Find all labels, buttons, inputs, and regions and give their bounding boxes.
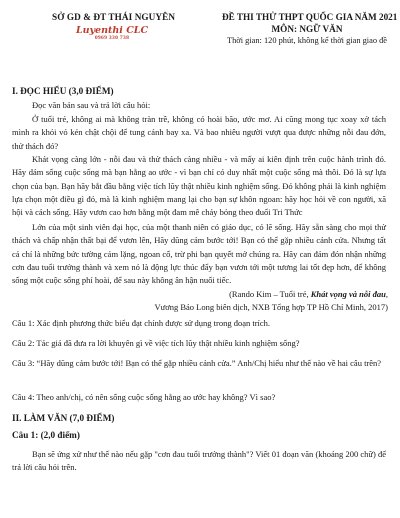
question-3: Câu 3: “Hãy dũng cảm bước tới! Bạn có thể gặp nhiều cảnh cửa.” Anh/Chị hiểu như thế nào về hai câu trên? — [12, 358, 382, 368]
essay-question-1-text: Bạn sẽ ứng xử như thế nào nếu gặp "cơn đau tuổi trưởng thành"? Viết 01 đoạn văn (khoảng 200 chữ) để trả lời câu hỏi trên. — [12, 449, 386, 473]
part2-heading: II. LÀM VĂN (7,0 ĐIỂM) — [12, 413, 115, 423]
site-logo: Luyenthi CLC — [75, 25, 149, 36]
part1-instruction: Đọc văn bản sau và trả lời câu hỏi: — [32, 100, 151, 110]
header-left — [52, 12, 176, 41]
essay-question-1-heading: Câu 1: (2,0 điểm) — [12, 430, 80, 440]
passage-paragraph-1: Ở tuổi trẻ, không ai mà không tràn trề, không có hoài bão, ước mơ. Ai cũng mong tục xoay xở tách mình ra khỏi vỏ kén chật chội để tung cánh bay xa. Và bao nhiêu người vượt qua được những nỗi đau đớn, thử thách đó? — [12, 114, 386, 151]
source-suffix: , — [385, 289, 388, 299]
question-2: Câu 2: Tác giả đã đưa ra lời khuyên gì về việc tích lũy thật nhiều kinh nghiệm sống? — [12, 338, 300, 348]
source-title: Khát vọng và nỗi đau — [310, 289, 386, 299]
header-right — [222, 12, 398, 45]
exam-subject: MÔN: NGỮ VĂN — [271, 24, 343, 34]
source-prefix: (Rando Kim – Tuổi trẻ, — [229, 289, 311, 299]
exam-title: ĐỀ THI THỬ THPT QUỐC GIA NĂM 2021 — [222, 12, 398, 22]
department-name: SỞ GD & ĐT THÁI NGUYÊN — [52, 12, 176, 22]
passage-source — [14, 288, 388, 315]
question-4: Câu 4: Theo anh/chị, có nên sống cuộc sống hằng ao ước hay không? Vì sao? — [12, 392, 276, 402]
passage-paragraph-2: Khát vọng càng lớn - nỗi đau và thử thách càng nhiều - và mấy ai kiên định trên cuộc hành trình đó. Hãy dám sống cuộc sống mà bạn hằng ao ước - vì bạn chỉ có duy nhất một cuộc sống mà thôi. Đó là sự lựa chọn của bạn. Bạn hãy bắt đầu bằng việc tích lũy thật nhiều kinh nghiệm sống. Đó không phải là kinh nghiệm lựa chọn một điều gì đó, mà là kinh nghiệm mang lại cho bạn sự khôn ngoan: hãy học hỏi về con người, xã hội và cách sống. Hãy vươn cao hơn bằng một đam mê cháy bỏng theo đuổi Tri Thức — [12, 154, 386, 218]
question-1: Câu 1: Xác định phương thức biểu đạt chính được sử dụng trong đoạn trích. — [12, 318, 271, 328]
exam-time: Thời gian: 120 phút, không kể thời gian giao đề — [226, 36, 388, 45]
logo-phone: 0969 330 738 — [94, 35, 130, 41]
passage-paragraph-3: Lớn của một sinh viên đại học, của một thanh niên có giáo dục, có lẽ sống. Hãy sẵn sàng cho mọi thử thách và chấp nhận thất bại để vươn lên, Hãy dũng cảm bước tới! Bạn có thể gặp nhiều cảnh cửa. Nhưng tất cả chỉ là những bức tường cảm lặng, ngoan cố, trừ phi bạn quyết mở chúng ra. Hãy can đảm đón nhận những cơn đau tuổi trưởng thành và xem nó là động lực thúc đẩy bạn vươn tới một tương lai tốt đẹp hơn, để không sống một cuộc sống phí hoài, để sau này không ân hận nuối tiếc. — [12, 222, 386, 286]
part1-heading: I. ĐỌC HIỂU (3,0 ĐIỂM) — [12, 86, 114, 96]
source-publisher: Vương Bảo Long biên dịch, NXB Tổng hợp TP Hồ Chí Minh, 2017) — [154, 302, 388, 313]
